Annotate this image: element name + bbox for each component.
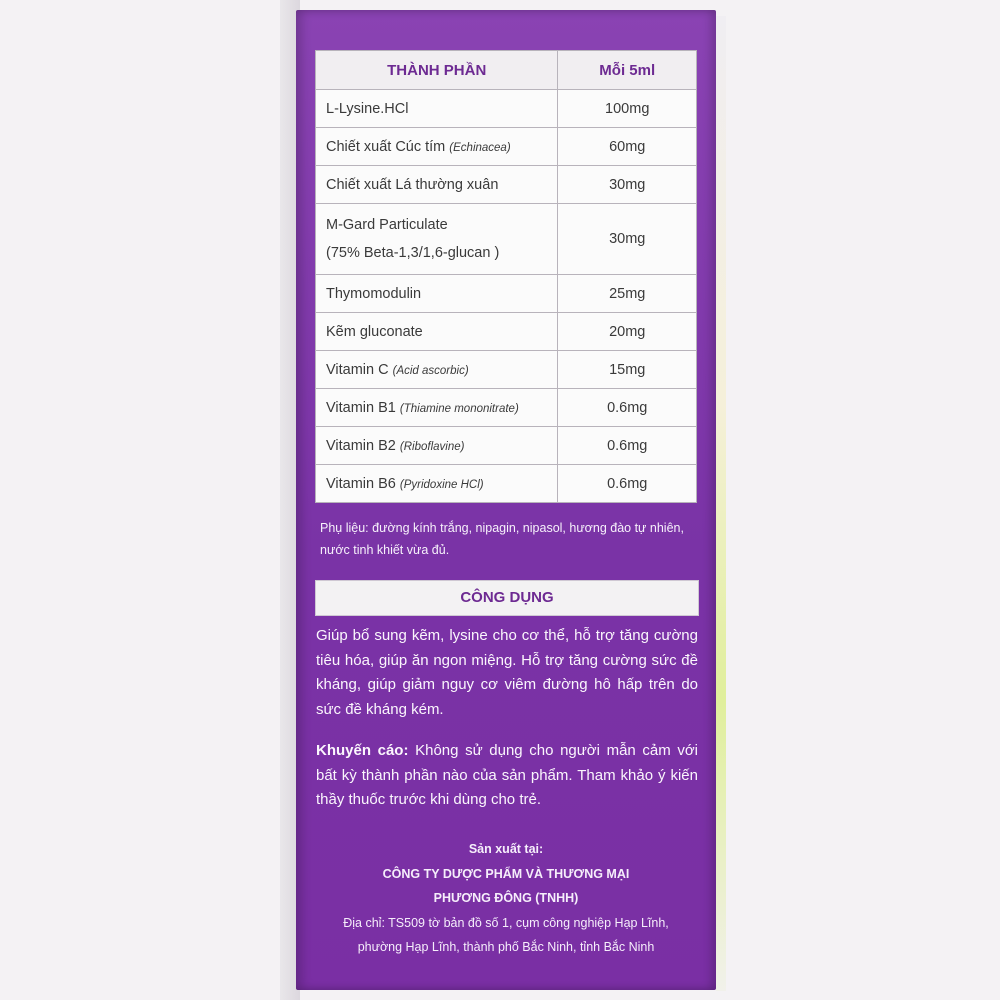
ingredient-name: Vitamin B6 xyxy=(326,475,396,492)
ingredient-amount: 0.6mg xyxy=(558,465,697,503)
ingredient-subname: (75% Beta-1,3/1,6-glucan ) xyxy=(326,245,500,261)
ingredient-subname: (Echinacea) xyxy=(449,141,511,154)
uses-heading: CÔNG DỤNG xyxy=(315,580,699,616)
table-row xyxy=(316,389,697,427)
ingredient-amount: 0.6mg xyxy=(558,389,697,427)
ingredient-amount: 25mg xyxy=(558,275,697,313)
ingredient-subname: (Thiamine mononitrate) xyxy=(399,402,519,415)
table-row xyxy=(316,166,697,204)
manufacturer-block xyxy=(306,837,706,960)
ingredient-name: L-Lysine.HCl xyxy=(326,100,409,117)
ingredient-amount: 15mg xyxy=(558,351,697,389)
excipients-text: Phụ liệu: đường kính trắng, nipagin, nipasol, hương đào tự nhiên, nước tinh khiết vừa đủ. xyxy=(320,521,684,557)
ingredients-table xyxy=(315,50,697,503)
company-name-line1: CÔNG TY DƯỢC PHẨM VÀ THƯƠNG MẠI xyxy=(382,866,630,881)
ingredient-subname: (Riboflavine) xyxy=(399,440,465,453)
ingredient-subname: (Acid ascorbic) xyxy=(392,364,469,377)
warning-label: Khuyến cáo: xyxy=(316,742,409,759)
ingredient-amount: 30mg xyxy=(558,204,697,275)
amount-header: Mỗi 5ml xyxy=(558,51,697,90)
ingredient-amount: 30mg xyxy=(558,166,697,204)
table-row xyxy=(316,275,697,313)
ingredient-name: Thymomodulin xyxy=(326,285,422,302)
warning-text xyxy=(316,739,698,813)
table-row xyxy=(316,313,697,351)
ingredient-header: THÀNH PHẦN xyxy=(316,51,558,90)
table-row xyxy=(316,351,697,389)
ingredient-amount: 0.6mg xyxy=(558,427,697,465)
ingredient-name: Vitamin C xyxy=(326,361,389,378)
table-row xyxy=(316,90,697,128)
ingredient-name: Chiết xuất Lá thường xuân xyxy=(326,176,499,193)
table-header-row xyxy=(316,51,697,90)
ingredient-amount: 20mg xyxy=(558,313,697,351)
table-row xyxy=(316,465,697,503)
uses-text: Giúp bổ sung kẽm, lysine cho cơ thể, hỗ trợ tăng cường tiêu hóa, giúp ăn ngon miệng. Hỗ trợ tăng cường sức đề kháng, giúp giảm nguy cơ viêm đường hô hấp trên do sức đề kháng kém. xyxy=(316,627,698,718)
ingredient-name: Vitamin B1 xyxy=(326,399,396,416)
ingredient-name: M-Gard Particulate xyxy=(326,217,448,233)
address-line1: Địa chỉ: TS509 tờ bản đồ số 1, cụm công nghiệp Hạp Lĩnh, xyxy=(343,915,669,930)
manufacturer-label: Sản xuất tại: xyxy=(468,842,544,856)
box-right-edge xyxy=(716,16,726,991)
company-name-line2: PHƯƠNG ĐÔNG (TNHH) xyxy=(433,891,579,905)
ingredient-amount: 100mg xyxy=(558,90,697,128)
warning-body: Không sử dụng cho người mẫn cảm với bất kỳ thành phần nào của sản phẩm. Tham khảo ý kiến thầy thuốc trước khi dùng cho trẻ. xyxy=(316,742,699,808)
table-row xyxy=(316,128,697,166)
ingredient-name: Chiết xuất Cúc tím xyxy=(326,138,446,155)
address-line2: phường Hạp Lĩnh, thành phố Bắc Ninh, tỉnh Bắc Ninh xyxy=(357,940,655,954)
table-row xyxy=(316,204,697,275)
ingredient-amount: 60mg xyxy=(558,128,697,166)
ingredient-name: Vitamin B2 xyxy=(326,437,396,454)
ingredient-name: Kẽm gluconate xyxy=(326,323,423,340)
table-row xyxy=(316,427,697,465)
ingredient-subname: (Pyridoxine HCl) xyxy=(399,478,484,491)
